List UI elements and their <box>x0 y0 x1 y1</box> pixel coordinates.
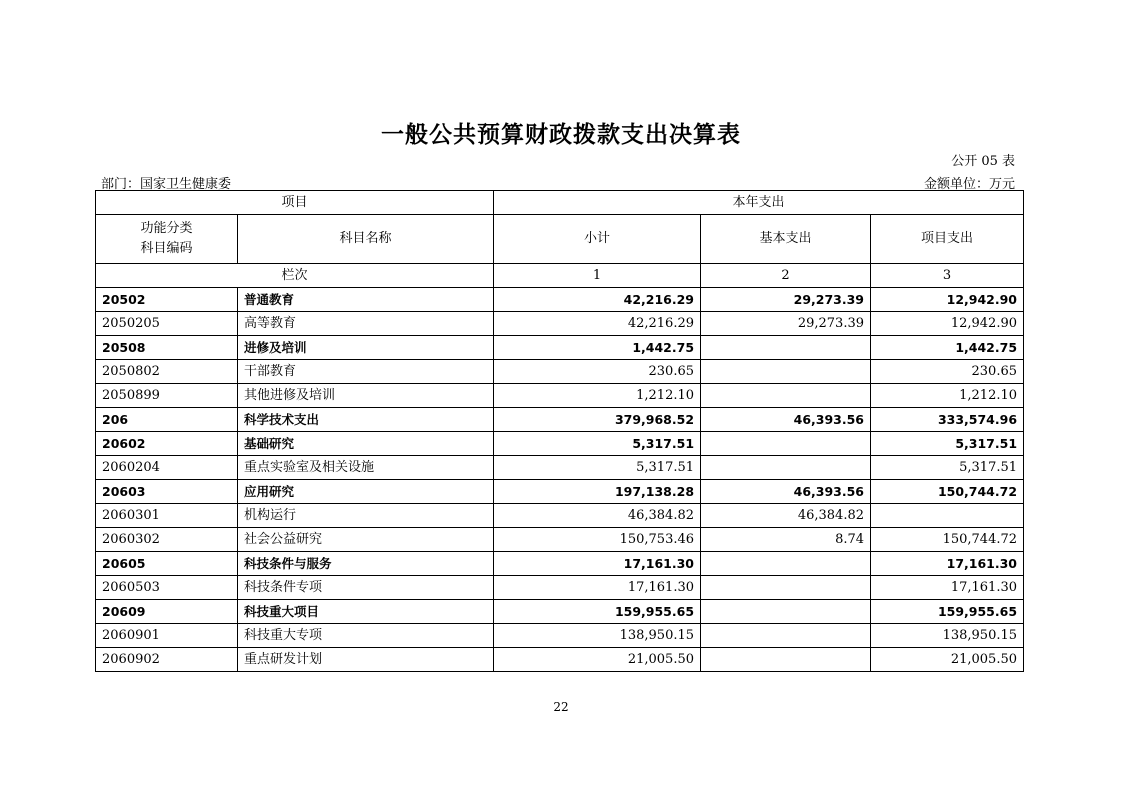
cell-project: 17,161.30 <box>871 576 1024 600</box>
header-basic: 基本支出 <box>701 215 871 264</box>
table-row <box>96 432 1024 456</box>
header-item: 项目 <box>96 191 494 215</box>
cell-basic: 8.74 <box>701 528 871 552</box>
cell-name: 干部教育 <box>238 360 494 384</box>
cell-name: 普通教育 <box>238 288 494 312</box>
cell-subtotal: 1,442.75 <box>494 336 701 360</box>
table-row <box>96 384 1024 408</box>
table-row <box>96 648 1024 672</box>
cell-subtotal: 150,753.46 <box>494 528 701 552</box>
cell-subtotal: 5,317.51 <box>494 432 701 456</box>
table-row <box>96 504 1024 528</box>
cell-project: 159,955.65 <box>871 600 1024 624</box>
cell-subtotal: 159,955.65 <box>494 600 701 624</box>
cell-subtotal: 17,161.30 <box>494 552 701 576</box>
header-func-code-line1: 功能分类 <box>140 221 193 236</box>
table-row <box>96 552 1024 576</box>
cell-basic <box>701 648 871 672</box>
cell-code: 20603 <box>96 480 238 504</box>
table-row <box>96 408 1024 432</box>
cell-basic <box>701 624 871 648</box>
page-title: 一般公共预算财政拨款支出决算表 <box>381 122 741 148</box>
cell-basic: 29,273.39 <box>701 288 871 312</box>
cell-subtotal: 42,216.29 <box>494 288 701 312</box>
table-row <box>96 360 1024 384</box>
cell-project: 5,317.51 <box>871 432 1024 456</box>
cell-name: 社会公益研究 <box>238 528 494 552</box>
cell-project: 5,317.51 <box>871 456 1024 480</box>
cell-project <box>871 504 1024 528</box>
cell-name: 进修及培训 <box>238 336 494 360</box>
cell-basic: 29,273.39 <box>701 312 871 336</box>
cell-code: 20502 <box>96 288 238 312</box>
cell-name: 科技条件专项 <box>238 576 494 600</box>
header-subtotal: 小计 <box>494 215 701 264</box>
cell-project: 17,161.30 <box>871 552 1024 576</box>
cell-basic <box>701 600 871 624</box>
cell-name: 基础研究 <box>238 432 494 456</box>
cell-code: 2060503 <box>96 576 238 600</box>
cell-subtotal: 1,212.10 <box>494 384 701 408</box>
cell-code: 2060302 <box>96 528 238 552</box>
cell-name: 科学技术支出 <box>238 408 494 432</box>
table-row <box>96 288 1024 312</box>
cell-basic: 46,393.56 <box>701 408 871 432</box>
cell-name: 重点实验室及相关设施 <box>238 456 494 480</box>
header-row-3 <box>96 264 1024 288</box>
cell-basic: 46,384.82 <box>701 504 871 528</box>
table-row <box>96 600 1024 624</box>
department-label: 部门：国家卫生健康委 <box>101 177 232 192</box>
cell-subtotal: 46,384.82 <box>494 504 701 528</box>
cell-basic <box>701 456 871 480</box>
cell-code: 2050205 <box>96 312 238 336</box>
cell-subtotal: 17,161.30 <box>494 576 701 600</box>
cell-code: 20602 <box>96 432 238 456</box>
cell-code: 2050899 <box>96 384 238 408</box>
cell-project: 12,942.90 <box>871 312 1024 336</box>
cell-subtotal: 379,968.52 <box>494 408 701 432</box>
cell-subtotal: 42,216.29 <box>494 312 701 336</box>
cell-basic <box>701 576 871 600</box>
cell-project: 1,212.10 <box>871 384 1024 408</box>
cell-subtotal: 5,317.51 <box>494 456 701 480</box>
table-row <box>96 336 1024 360</box>
cell-basic <box>701 360 871 384</box>
cell-project: 230.65 <box>871 360 1024 384</box>
header-column-label: 栏次 <box>96 264 494 288</box>
table-row <box>96 456 1024 480</box>
cell-project: 1,442.75 <box>871 336 1024 360</box>
cell-project: 12,942.90 <box>871 288 1024 312</box>
table-row <box>96 528 1024 552</box>
header-func-code-line2: 科目编码 <box>140 241 193 256</box>
cell-project: 150,744.72 <box>871 528 1024 552</box>
header-current-year: 本年支出 <box>494 191 1024 215</box>
cell-project: 138,950.15 <box>871 624 1024 648</box>
cell-basic <box>701 384 871 408</box>
cell-name: 重点研发计划 <box>238 648 494 672</box>
cell-code: 20508 <box>96 336 238 360</box>
table-row <box>96 624 1024 648</box>
cell-project: 150,744.72 <box>871 480 1024 504</box>
cell-name: 其他进修及培训 <box>238 384 494 408</box>
table-row <box>96 576 1024 600</box>
cell-name: 高等教育 <box>238 312 494 336</box>
header-col2: 2 <box>701 264 871 288</box>
cell-project: 333,574.96 <box>871 408 1024 432</box>
cell-code: 2060902 <box>96 648 238 672</box>
page-number: 22 <box>553 700 569 714</box>
table-row <box>96 480 1024 504</box>
cell-code: 20609 <box>96 600 238 624</box>
cell-basic <box>701 336 871 360</box>
unit-label: 金额单位：万元 <box>923 177 1015 192</box>
cell-name: 应用研究 <box>238 480 494 504</box>
cell-name: 科技重大项目 <box>238 600 494 624</box>
cell-name: 机构运行 <box>238 504 494 528</box>
header-project: 项目支出 <box>871 215 1024 264</box>
cell-name: 科技重大专项 <box>238 624 494 648</box>
header-col3: 3 <box>871 264 1024 288</box>
cell-code: 20605 <box>96 552 238 576</box>
cell-project: 21,005.50 <box>871 648 1024 672</box>
cell-subtotal: 230.65 <box>494 360 701 384</box>
table-row <box>96 312 1024 336</box>
cell-basic: 46,393.56 <box>701 480 871 504</box>
cell-code: 206 <box>96 408 238 432</box>
cell-name: 科技条件与服务 <box>238 552 494 576</box>
header-row-1 <box>96 191 1024 215</box>
cell-code: 2060204 <box>96 456 238 480</box>
expenditure-table <box>95 190 1024 672</box>
header-func-code <box>96 215 238 264</box>
cell-basic <box>701 552 871 576</box>
cell-code: 2060901 <box>96 624 238 648</box>
cell-subtotal: 21,005.50 <box>494 648 701 672</box>
form-number: 公开 05 表 <box>951 154 1015 169</box>
cell-code: 2060301 <box>96 504 238 528</box>
header-subject-name: 科目名称 <box>238 215 494 264</box>
header-row-2 <box>96 215 1024 264</box>
cell-subtotal: 197,138.28 <box>494 480 701 504</box>
cell-subtotal: 138,950.15 <box>494 624 701 648</box>
cell-basic <box>701 432 871 456</box>
cell-code: 2050802 <box>96 360 238 384</box>
header-col1: 1 <box>494 264 701 288</box>
